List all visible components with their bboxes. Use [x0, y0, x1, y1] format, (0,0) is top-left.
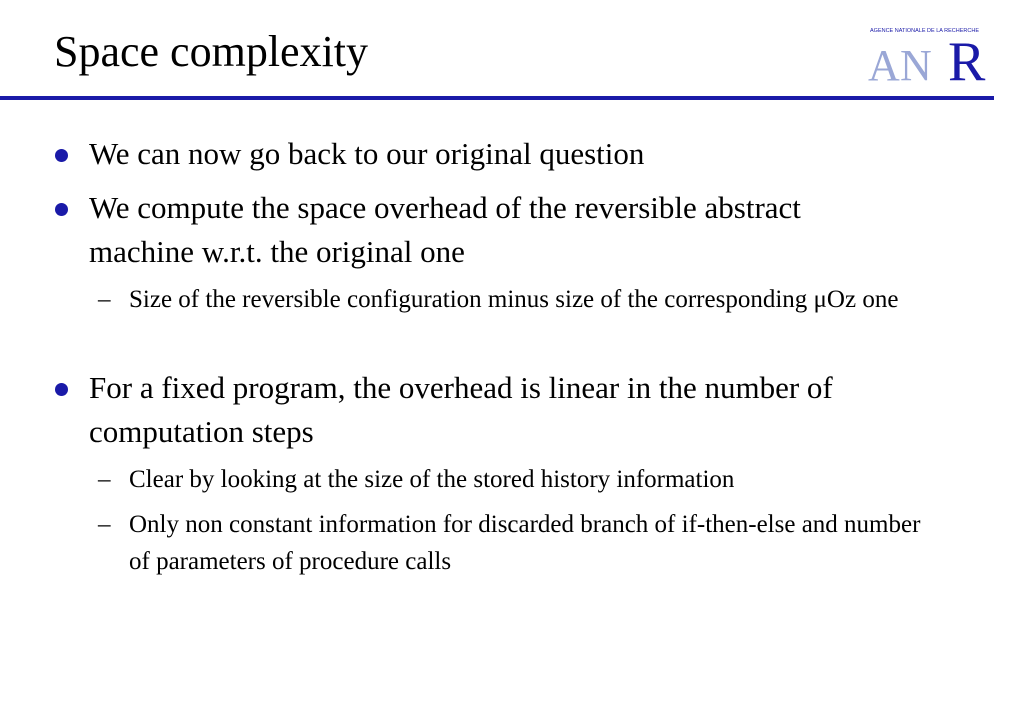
bullet-item — [89, 366, 849, 454]
dash-marker: – — [98, 511, 111, 538]
logo-letter-a: A — [868, 41, 900, 86]
dash-marker: – — [98, 466, 111, 493]
subbullet-text: Only non constant information for discarded branch of if-then-else and number of parameters of procedure calls — [129, 511, 921, 575]
bullet-item — [89, 132, 849, 176]
subbullet-item — [98, 281, 929, 318]
logo-letter-n: N — [900, 41, 932, 86]
dash-marker: – — [98, 286, 111, 313]
slide-title: Space complexity — [54, 27, 369, 76]
logo-letter-r: R — [948, 31, 986, 86]
subbullet-text: Clear by looking at the size of the stored history information — [129, 466, 735, 493]
subbullet-item — [98, 461, 929, 498]
bullet-text: For a fixed program, the overhead is linear in the number of computation steps — [89, 370, 833, 449]
subbullet-item — [98, 506, 929, 580]
subbullet-text: Size of the reversible configuration minus size of the corresponding μOz one — [129, 286, 899, 313]
bullet-item — [89, 186, 849, 274]
logo-small-text: AGENCE NATIONALE DE LA RECHERCHE — [870, 28, 980, 34]
bullet-text: We can now go back to our original question — [89, 136, 645, 171]
bullet-text: We compute the space overhead of the reversible abstract machine w.r.t. the original one — [89, 190, 801, 269]
